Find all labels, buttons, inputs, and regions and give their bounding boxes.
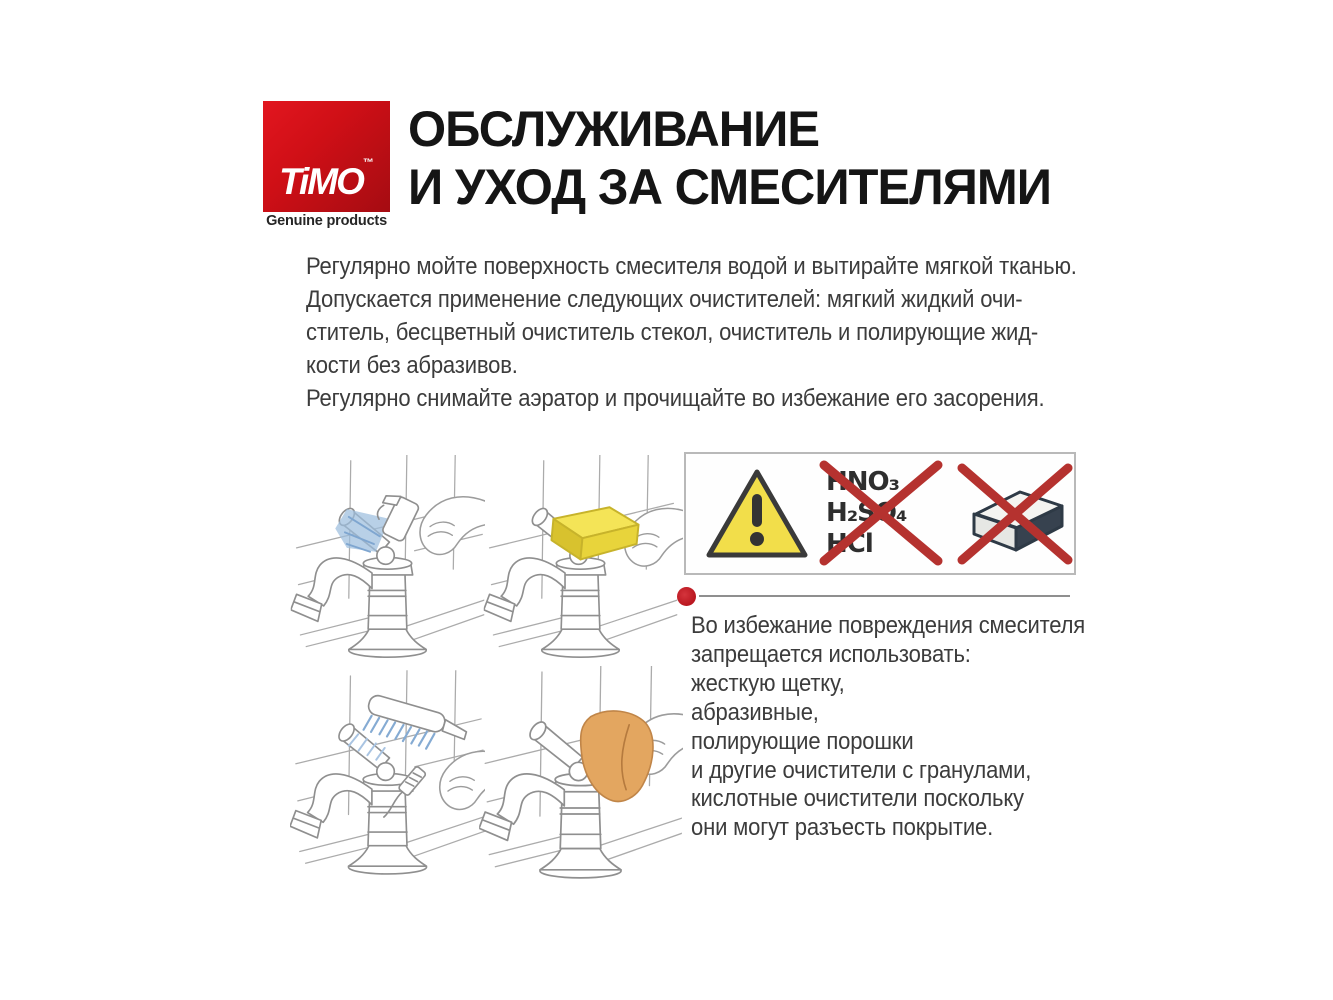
prohibition-line: Во избежание повреждения смесителя xyxy=(691,612,1086,639)
prohibition-list xyxy=(691,612,1085,843)
chemical-formula: HCl xyxy=(826,529,873,559)
intro-line: Регулярно мойте поверхность смесителя водой и вытирайте мягкой тканью. xyxy=(306,253,1077,280)
intro-paragraph xyxy=(306,250,1077,415)
prohibition-line: абразивные, xyxy=(691,698,819,726)
prohibition-line: полирующие порошки xyxy=(691,727,914,755)
illustration-faucet-cloth-dry xyxy=(478,666,683,884)
page-title xyxy=(408,100,1051,216)
crossed-abrasive-sponge-icon xyxy=(954,462,1076,566)
crossed-acids-icon xyxy=(826,467,938,560)
intro-line: Допускается применение следующих очистителей: мягкий жидкий очи- xyxy=(306,286,1023,313)
divider-line xyxy=(699,595,1070,597)
trademark-symbol: ™ xyxy=(362,157,374,169)
intro-line: кости без абразивов. xyxy=(306,352,518,379)
chemical-formula: H₂SO₄ xyxy=(826,498,907,528)
chemical-formula: HNO₃ xyxy=(826,467,900,497)
prohibition-line: они могут разъесть покрытие. xyxy=(691,814,994,842)
brand-logo xyxy=(263,101,390,212)
prohibition-line: кислотные очистители поскольку xyxy=(691,785,1024,813)
illustration-faucet-water-spray xyxy=(290,455,485,663)
illustration-faucet-sponge-wipe xyxy=(478,455,683,663)
prohibition-line: и другие очистители с гранулами, xyxy=(691,756,1032,784)
page-title-line-2: И УХОД ЗА СМЕСИТЕЛЯМИ xyxy=(408,159,1051,215)
warning-triangle-icon xyxy=(704,467,810,561)
page-title-line-1: ОБСЛУЖИВАНИЕ xyxy=(408,101,820,157)
hand-sketch xyxy=(420,497,485,555)
brand-tagline: Genuine products xyxy=(266,213,387,229)
brand-logo-text: TiMO™ xyxy=(279,157,374,202)
warning-box xyxy=(684,452,1076,575)
prohibition-line: жесткую щетку, xyxy=(691,669,845,697)
intro-line: Регулярно снимайте аэратор и прочищайте во избежание его засорения. xyxy=(306,385,1045,412)
red-bullet-icon xyxy=(677,587,696,606)
illustration-faucet-brush xyxy=(290,666,485,884)
intro-line: ститель, бесцветный очиститель стекол, очиститель и полирующие жид- xyxy=(306,319,1038,346)
prohibition-line: запрещается использовать: xyxy=(691,640,971,668)
